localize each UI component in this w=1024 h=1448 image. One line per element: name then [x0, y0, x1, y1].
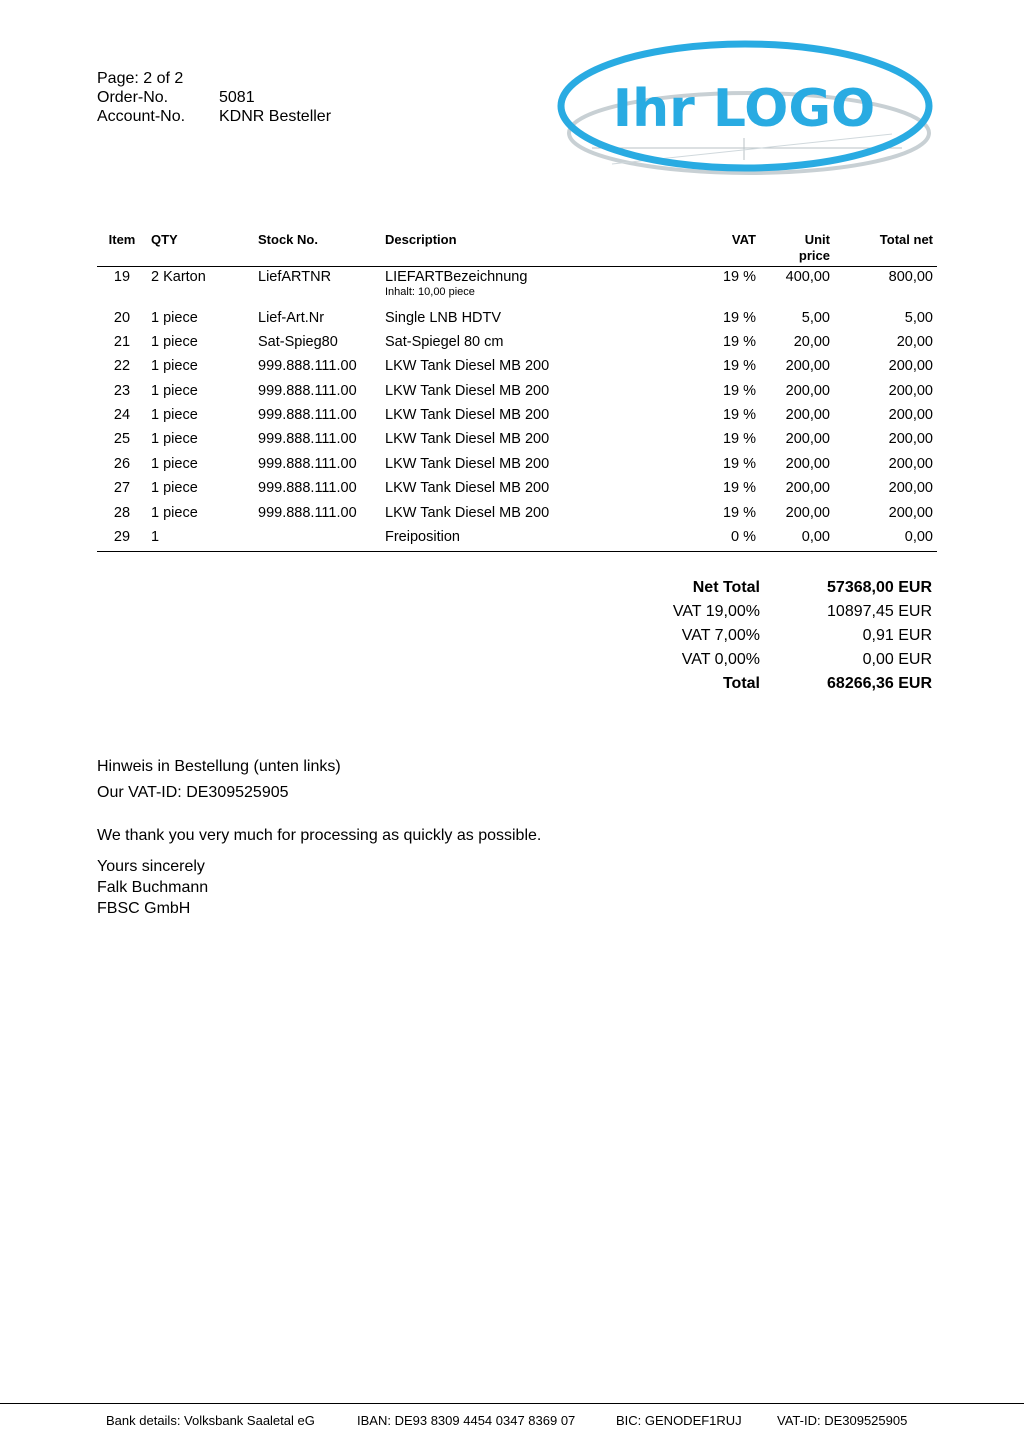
stock-no-cell-text: 999.888.111.00 [258, 480, 357, 497]
total-net-cell [834, 267, 937, 308]
qty-cell-text: 1 [151, 529, 160, 546]
qty-cell-text: 1 piece [151, 309, 198, 326]
order-number-label: Order-No. [97, 89, 169, 106]
stock-no-cell-text: 999.888.111.00 [258, 382, 357, 399]
qty-cell [147, 381, 254, 405]
unit-price-cell-text: 200,00 [785, 358, 830, 375]
stock-no-cell [254, 332, 381, 356]
total-net-cell-text: 200,00 [888, 455, 933, 472]
totals-row [560, 576, 932, 600]
unit-price-cell-text: 400,00 [785, 269, 830, 285]
total-net-cell [834, 429, 937, 453]
item-cell [97, 454, 147, 478]
totals-label: VAT 7,00% [681, 627, 760, 644]
vat-cell-text: 19 % [722, 333, 756, 350]
vat-cell [687, 356, 760, 380]
description-cell-text: Single LNB HDTV [385, 309, 502, 326]
table-header-row [97, 229, 937, 267]
qty-cell [147, 503, 254, 527]
totals-label: Net Total [692, 579, 760, 596]
qty-cell [147, 308, 254, 332]
vat-cell [687, 429, 760, 453]
total-net-cell-text: 200,00 [888, 504, 933, 521]
vat-cell [687, 308, 760, 332]
vat-cell [687, 527, 760, 552]
totals-row [560, 648, 932, 672]
description-cell [381, 527, 687, 552]
unit-price-cell [760, 381, 834, 405]
page-indicator: Page: 2 of 2 [97, 70, 184, 87]
item-cell-text: 26 [113, 455, 131, 472]
total-net-cell-text: 0,00 [904, 529, 933, 546]
unit-price-cell [760, 308, 834, 332]
unit-price-cell-text: 200,00 [785, 455, 830, 472]
footer-vat-id: VAT-ID: DE309525905 [777, 1413, 908, 1428]
item-cell-text: 29 [113, 529, 131, 546]
table-row [97, 429, 937, 453]
order-number-row [97, 88, 331, 107]
unit-price-cell-text: 200,00 [785, 504, 830, 521]
qty-cell [147, 429, 254, 453]
column-header-unit-price: Unit price [798, 232, 830, 263]
qty-cell-text: 2 Karton [151, 269, 206, 285]
stock-no-cell [254, 381, 381, 405]
description-subline: Inhalt: 10,00 piece [385, 286, 475, 298]
item-cell [97, 308, 147, 332]
company-logo [552, 38, 938, 178]
qty-cell-text: 1 piece [151, 480, 198, 497]
total-net-cell-text: 200,00 [888, 407, 933, 424]
description-cell [381, 267, 687, 308]
unit-price-cell [760, 503, 834, 527]
unit-price-cell-text: 0,00 [801, 529, 830, 546]
table-row [97, 381, 937, 405]
unit-price-cell [760, 356, 834, 380]
signer-name: Falk Buchmann [97, 879, 209, 896]
vat-cell-text: 19 % [722, 309, 756, 326]
item-cell [97, 405, 147, 429]
description-cell-text: Sat-Spiegel 80 cm [385, 333, 504, 350]
unit-price-cell-text: 200,00 [785, 382, 830, 399]
table-row [97, 503, 937, 527]
description-cell [381, 381, 687, 405]
qty-cell-text: 1 piece [151, 333, 198, 350]
unit-price-cell [760, 478, 834, 502]
table-row [97, 356, 937, 380]
unit-price-cell-text: 200,00 [785, 431, 830, 448]
qty-cell [147, 267, 254, 308]
column-header-qty: QTY [151, 232, 178, 247]
qty-cell [147, 405, 254, 429]
account-number-value: KDNR Besteller [219, 108, 332, 125]
vat-cell-text: 19 % [722, 480, 756, 497]
unit-price-cell [760, 429, 834, 453]
qty-cell [147, 356, 254, 380]
description-cell-text: Freiposition [385, 529, 460, 546]
column-header-vat: VAT [731, 232, 756, 247]
unit-price-cell-text: 200,00 [785, 407, 830, 424]
description-cell [381, 503, 687, 527]
table-row [97, 405, 937, 429]
stock-no-cell [254, 478, 381, 502]
vat-cell-text: 19 % [722, 382, 756, 399]
column-header-item: Item [108, 232, 136, 247]
table-row [97, 527, 937, 552]
footer-bic: BIC: GENODEF1RUJ [616, 1413, 742, 1428]
item-cell-text: 28 [113, 504, 131, 521]
stock-no-cell [254, 267, 381, 308]
totals-value: 0,00 EUR [862, 651, 932, 668]
description-cell-text: LKW Tank Diesel MB 200 [385, 431, 550, 448]
total-net-cell-text: 200,00 [888, 431, 933, 448]
stock-no-cell [254, 503, 381, 527]
account-number-label: Account-No. [97, 108, 186, 125]
vat-cell-text: 19 % [722, 269, 756, 285]
stock-no-cell [254, 527, 381, 552]
item-cell-text: 20 [113, 309, 131, 326]
qty-cell-text: 1 piece [151, 455, 198, 472]
logo-text: Ihr LOGO [612, 79, 876, 139]
vat-id-line: Our VAT-ID: DE309525905 [97, 784, 289, 801]
total-net-cell-text: 200,00 [888, 382, 933, 399]
item-cell-text: 23 [113, 382, 131, 399]
description-cell [381, 454, 687, 478]
table-row [97, 308, 937, 332]
vat-cell-text: 19 % [722, 358, 756, 375]
vat-cell-text: 19 % [722, 431, 756, 448]
total-net-cell [834, 356, 937, 380]
footer-bank: Bank details: Volksbank Saaletal eG [106, 1413, 315, 1428]
stock-no-cell [254, 405, 381, 429]
qty-cell-text: 1 piece [151, 358, 198, 375]
description-cell [381, 356, 687, 380]
stock-no-cell [254, 429, 381, 453]
items-table [97, 229, 937, 552]
stock-no-cell-text: 999.888.111.00 [258, 407, 357, 424]
stock-no-cell-text: 999.888.111.00 [258, 504, 357, 521]
description-cell [381, 308, 687, 332]
description-cell [381, 405, 687, 429]
description-cell [381, 332, 687, 356]
qty-cell [147, 527, 254, 552]
stock-no-cell-text: 999.888.111.00 [258, 431, 357, 448]
description-cell-text: LKW Tank Diesel MB 200 [385, 455, 550, 472]
total-net-cell [834, 454, 937, 478]
unit-price-cell-text: 20,00 [793, 333, 830, 350]
order-number-value: 5081 [219, 89, 255, 106]
table-row [97, 332, 937, 356]
totals-value: 0,91 EUR [862, 627, 932, 644]
unit-price-cell-text: 5,00 [801, 309, 830, 326]
description-cell [381, 429, 687, 453]
qty-cell-text: 1 piece [151, 407, 198, 424]
item-cell-text: 21 [113, 333, 131, 350]
thanks-line: We thank you very much for processing as quickly as possible. [97, 827, 542, 844]
total-net-cell [834, 332, 937, 356]
footer-iban: IBAN: DE93 8309 4454 0347 8369 07 [357, 1413, 576, 1428]
stock-no-cell-text: 999.888.111.00 [258, 358, 357, 375]
total-net-cell-text: 5,00 [904, 309, 933, 326]
footer-divider [0, 1403, 1024, 1404]
column-header-stock-no: Stock No. [258, 232, 318, 247]
qty-cell [147, 454, 254, 478]
stock-no-cell [254, 356, 381, 380]
qty-cell [147, 332, 254, 356]
totals-value: 10897,45 EUR [827, 603, 932, 620]
totals-row [560, 624, 932, 648]
total-net-cell [834, 478, 937, 502]
item-cell-text: 19 [113, 269, 131, 285]
vat-cell [687, 267, 760, 308]
vat-cell [687, 503, 760, 527]
vat-cell [687, 381, 760, 405]
stock-no-cell-text: Sat-Spieg80 [258, 333, 338, 350]
total-net-cell [834, 381, 937, 405]
vat-cell-text: 0 % [731, 529, 756, 546]
item-cell [97, 527, 147, 552]
notes-block [97, 756, 541, 919]
description-cell [381, 478, 687, 502]
description-cell-text: LIEFARTBezeichnung [385, 269, 528, 285]
vat-cell-text: 19 % [722, 407, 756, 424]
vat-cell [687, 405, 760, 429]
table-row [97, 454, 937, 478]
totals-value: 68266,36 EUR [827, 675, 932, 692]
totals-value: 57368,00 EUR [827, 579, 932, 596]
total-net-cell [834, 503, 937, 527]
table-row [97, 478, 937, 502]
total-net-cell-text: 200,00 [888, 480, 933, 497]
qty-cell-text: 1 piece [151, 431, 198, 448]
stock-no-cell-text: 999.888.111.00 [258, 455, 357, 472]
totals-block [560, 576, 932, 696]
unit-price-cell [760, 332, 834, 356]
qty-cell-text: 1 piece [151, 382, 198, 399]
item-cell [97, 429, 147, 453]
column-header-total-net: Total net [879, 232, 933, 247]
vat-cell-text: 19 % [722, 455, 756, 472]
unit-price-cell [760, 267, 834, 308]
vat-cell-text: 19 % [722, 504, 756, 521]
item-cell [97, 356, 147, 380]
header-block [97, 69, 331, 126]
stock-no-cell-text: Lief-Art.Nr [258, 309, 325, 326]
unit-price-cell-text: 200,00 [785, 480, 830, 497]
unit-price-cell [760, 405, 834, 429]
column-header-description: Description [385, 232, 457, 247]
total-net-cell [834, 308, 937, 332]
description-cell-text: LKW Tank Diesel MB 200 [385, 480, 550, 497]
table-row [97, 267, 937, 308]
description-cell-text: LKW Tank Diesel MB 200 [385, 358, 550, 375]
account-number-row [97, 107, 331, 126]
item-cell [97, 503, 147, 527]
order-hint: Hinweis in Bestellung (unten links) [97, 758, 341, 775]
item-cell-text: 27 [113, 480, 131, 497]
vat-cell [687, 332, 760, 356]
closing-line: Yours sincerely [97, 858, 205, 875]
unit-price-cell [760, 454, 834, 478]
total-net-cell-text: 800,00 [888, 269, 933, 285]
total-net-cell-text: 200,00 [888, 358, 933, 375]
total-net-cell [834, 527, 937, 552]
totals-row [560, 672, 932, 696]
qty-cell-text: 1 piece [151, 504, 198, 521]
totals-row [560, 600, 932, 624]
stock-no-cell [254, 454, 381, 478]
stock-no-cell-text: LiefARTNR [258, 269, 332, 285]
item-cell-text: 25 [113, 431, 131, 448]
vat-cell [687, 478, 760, 502]
totals-label: VAT 19,00% [672, 603, 760, 620]
stock-no-cell [254, 308, 381, 332]
unit-price-cell [760, 527, 834, 552]
total-net-cell-text: 20,00 [896, 333, 933, 350]
item-cell-text: 22 [113, 358, 131, 375]
item-cell [97, 267, 147, 308]
qty-cell [147, 478, 254, 502]
vat-cell [687, 454, 760, 478]
item-cell [97, 332, 147, 356]
item-cell [97, 381, 147, 405]
signer-company: FBSC GmbH [97, 900, 191, 917]
description-cell-text: LKW Tank Diesel MB 200 [385, 407, 550, 424]
total-net-cell [834, 405, 937, 429]
description-cell-text: LKW Tank Diesel MB 200 [385, 504, 550, 521]
item-cell-text: 24 [113, 407, 131, 424]
item-cell [97, 478, 147, 502]
totals-label: Total [722, 675, 760, 692]
description-cell-text: LKW Tank Diesel MB 200 [385, 382, 550, 399]
totals-label: VAT 0,00% [681, 651, 760, 668]
